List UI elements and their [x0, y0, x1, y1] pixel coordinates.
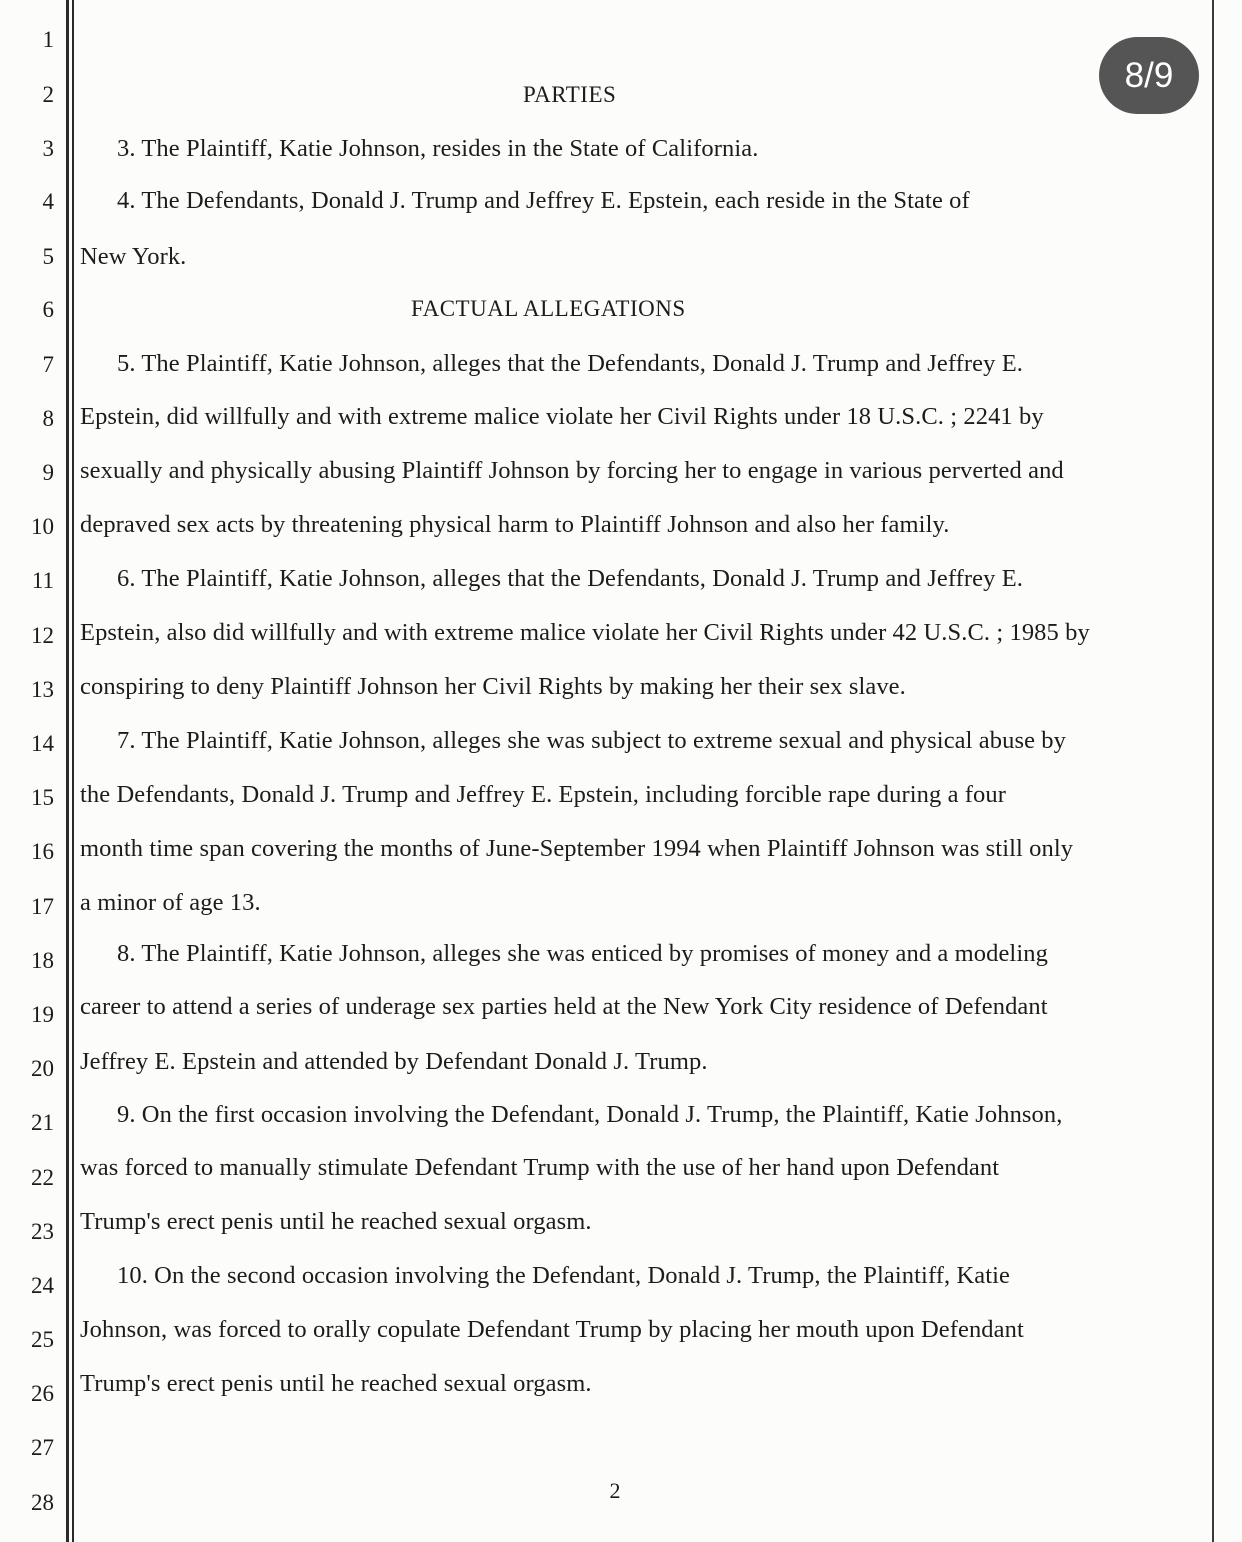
text-line: month time span covering the months of June-September 1994 when Plaintiff Johnson was still only	[80, 835, 1074, 862]
text-line: Trump's erect penis until he reached sexual orgasm.	[80, 1208, 592, 1235]
line-number: 16	[31, 839, 54, 864]
text-line: New York.	[80, 243, 187, 270]
text-line: 10. On the second occasion involving the Defendant, Donald J. Trump, the Plaintiff, Katie	[117, 1262, 1011, 1289]
line-number: 12	[31, 623, 54, 648]
left-margin-rule	[66, 0, 69, 1542]
line-number: 26	[31, 1381, 54, 1406]
line-number: 5	[42, 244, 54, 269]
line-number: 18	[31, 948, 54, 973]
line-number: 17	[31, 894, 54, 919]
line-number: 20	[31, 1056, 54, 1081]
right-margin-rule	[1212, 0, 1214, 1542]
line-number: 19	[31, 1002, 54, 1027]
line-number: 8	[42, 406, 54, 431]
left-margin-rule-inner	[72, 0, 74, 1542]
text-line: 9. On the first occasion involving the Defendant, Donald J. Trump, the Plaintiff, Katie Johnson,	[117, 1101, 1063, 1128]
text-line: 5. The Plaintiff, Katie Johnson, alleges that the Defendants, Donald J. Trump and Jeffrey E.	[117, 350, 1024, 377]
image-counter-badge: 8/9	[1099, 37, 1199, 114]
line-number: 4	[42, 189, 54, 214]
text-line: sexually and physically abusing Plaintiff Johnson by forcing her to engage in various perverted and	[80, 457, 1064, 484]
text-line: was forced to manually stimulate Defendant Trump with the use of her hand upon Defendant	[80, 1154, 1000, 1181]
line-number: 7	[42, 352, 54, 377]
line-number: 21	[31, 1110, 54, 1135]
line-number: 1	[42, 27, 54, 52]
line-number: 10	[31, 514, 54, 539]
text-line: conspiring to deny Plaintiff Johnson her Civil Rights by making her their sex slave.	[80, 673, 906, 700]
text-line: career to attend a series of underage sex parties held at the New York City residence of Defendant	[80, 993, 1048, 1020]
text-line: Epstein, did willfully and with extreme malice violate her Civil Rights under 18 U.S.C. ; 2241 by	[80, 403, 1044, 430]
text-line: 3. The Plaintiff, Katie Johnson, resides in the State of California.	[117, 135, 759, 162]
text-line: Jeffrey E. Epstein and attended by Defendant Donald J. Trump.	[80, 1048, 708, 1075]
line-number: 22	[31, 1165, 54, 1190]
line-number: 14	[31, 731, 54, 756]
line-number: 24	[31, 1273, 54, 1298]
text-line: 4. The Defendants, Donald J. Trump and Jeffrey E. Epstein, each reside in the State of	[117, 187, 970, 214]
heading-factual-allegations: FACTUAL ALLEGATIONS	[411, 296, 686, 321]
line-number: 15	[31, 785, 54, 810]
line-number: 27	[31, 1435, 54, 1460]
line-number: 9	[42, 460, 54, 485]
line-number: 13	[31, 677, 54, 702]
text-line: a minor of age 13.	[80, 889, 261, 916]
line-number: 3	[42, 136, 54, 161]
text-line: 6. The Plaintiff, Katie Johnson, alleges that the Defendants, Donald J. Trump and Jeffrey E.	[117, 565, 1024, 592]
text-line: 7. The Plaintiff, Katie Johnson, alleges she was subject to extreme sexual and physical abuse by	[117, 727, 1066, 754]
heading-parties: PARTIES	[523, 82, 617, 107]
text-line: the Defendants, Donald J. Trump and Jeffrey E. Epstein, including forcible rape during a four	[80, 781, 1007, 808]
text-line: Johnson, was forced to orally copulate Defendant Trump by placing her mouth upon Defendant	[80, 1316, 1024, 1343]
line-number: 6	[42, 297, 54, 322]
line-number: 23	[31, 1219, 54, 1244]
text-line: 8. The Plaintiff, Katie Johnson, alleges she was enticed by promises of money and a modeling	[117, 940, 1048, 967]
text-line: depraved sex acts by threatening physical harm to Plaintiff Johnson and also her family.	[80, 511, 950, 538]
line-number: 28	[31, 1490, 54, 1515]
line-number: 11	[31, 568, 54, 593]
text-line: Epstein, also did willfully and with extreme malice violate her Civil Rights under 42 U.S.C. ; 1985 by	[80, 619, 1090, 646]
line-number: 25	[31, 1327, 54, 1352]
text-line: Trump's erect penis until he reached sexual orgasm.	[80, 1370, 592, 1397]
line-number: 2	[42, 82, 54, 107]
page-number: 2	[609, 1478, 621, 1503]
